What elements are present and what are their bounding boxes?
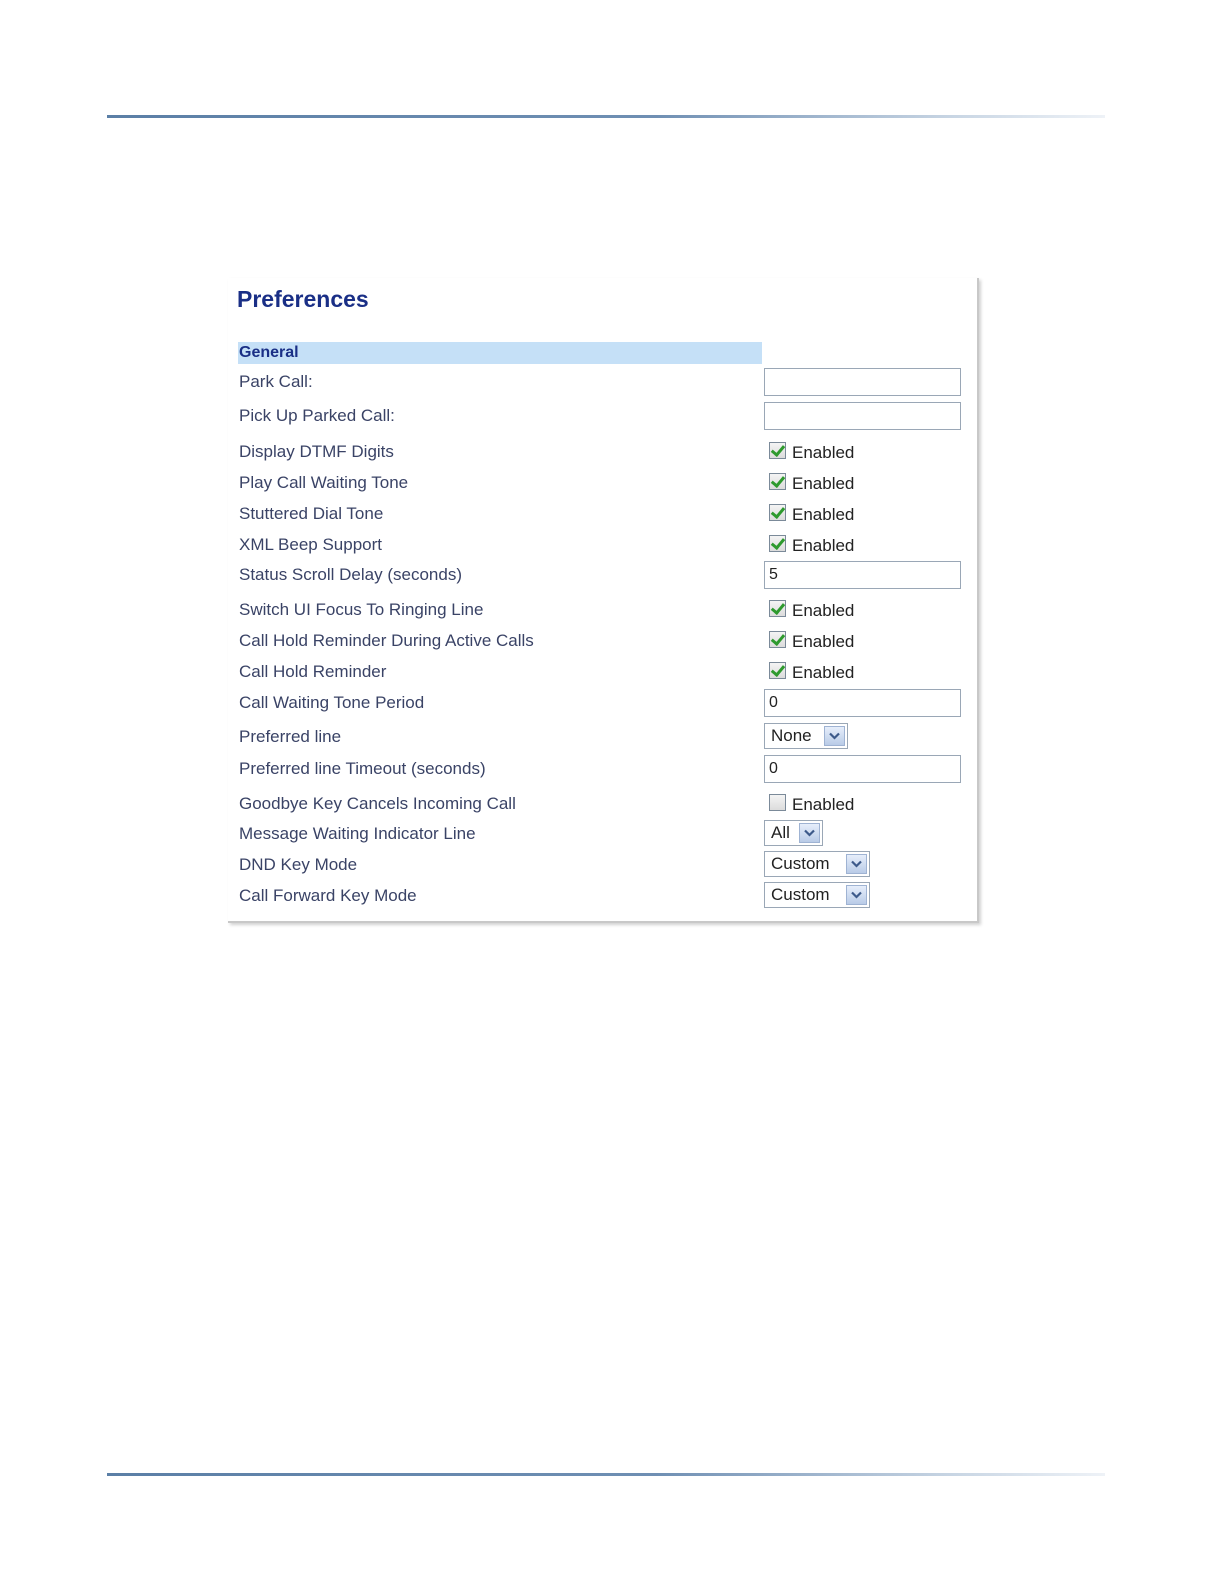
- row-switch-ui-focus: [228, 596, 977, 626]
- row-pick-up-parked-call: [228, 402, 977, 432]
- xml-beep-support-label: XML Beep Support: [239, 535, 383, 554]
- play-call-waiting-tone-option: Enabled: [792, 474, 855, 493]
- preferred-line-timeout-label: Preferred line Timeout (seconds): [239, 759, 486, 778]
- row-play-call-waiting-tone: [228, 469, 977, 499]
- chevron-down-icon[interactable]: [846, 885, 867, 905]
- goodbye-key-cancels-checkbox[interactable]: [769, 794, 786, 811]
- chevron-down-icon[interactable]: [846, 854, 867, 874]
- preferred-line-value: None: [771, 726, 812, 745]
- park-call-label: Park Call:: [239, 372, 313, 391]
- row-call-hold-reminder-active: [228, 627, 977, 657]
- xml-beep-support-toggle[interactable]: [769, 533, 854, 553]
- stuttered-dial-tone-checkbox[interactable]: [769, 504, 786, 521]
- pick-up-parked-call-input[interactable]: [764, 402, 961, 430]
- mwi-line-value: All: [771, 823, 790, 842]
- play-call-waiting-tone-checkbox[interactable]: [769, 473, 786, 490]
- switch-ui-focus-checkbox[interactable]: [769, 600, 786, 617]
- switch-ui-focus-label: Switch UI Focus To Ringing Line: [239, 600, 484, 619]
- row-status-scroll-delay: [228, 561, 977, 591]
- play-call-waiting-tone-toggle[interactable]: [769, 471, 854, 491]
- display-dtmf-digits-checkbox[interactable]: [769, 442, 786, 459]
- call-hold-reminder-active-label: Call Hold Reminder During Active Calls: [239, 631, 534, 650]
- preferred-line-timeout-input[interactable]: [764, 755, 961, 783]
- row-call-waiting-tone-period: [228, 689, 977, 719]
- row-mwi-line: [228, 820, 977, 850]
- dnd-key-mode-value: Custom: [771, 854, 830, 873]
- switch-ui-focus-toggle[interactable]: [769, 598, 854, 618]
- stuttered-dial-tone-label: Stuttered Dial Tone: [239, 504, 384, 523]
- row-call-forward-key-mode: [228, 882, 977, 912]
- call-hold-reminder-toggle[interactable]: [769, 660, 854, 680]
- row-dnd-key-mode: [228, 851, 977, 881]
- dnd-key-mode-select[interactable]: [764, 851, 870, 877]
- row-xml-beep-support: [228, 531, 977, 561]
- xml-beep-support-option: Enabled: [792, 536, 855, 555]
- call-forward-key-mode-label: Call Forward Key Mode: [239, 886, 417, 905]
- call-hold-reminder-active-toggle[interactable]: [769, 629, 854, 649]
- call-hold-reminder-option: Enabled: [792, 663, 855, 682]
- preferred-line-select[interactable]: [764, 723, 848, 749]
- mwi-line-label: Message Waiting Indicator Line: [239, 824, 476, 843]
- chevron-down-icon[interactable]: [824, 726, 845, 746]
- goodbye-key-cancels-toggle[interactable]: [769, 792, 854, 812]
- header-rule: [107, 115, 1105, 118]
- section-header-general: General: [238, 342, 762, 364]
- call-forward-key-mode-select[interactable]: [764, 882, 870, 908]
- status-scroll-delay-input[interactable]: [764, 561, 961, 589]
- display-dtmf-digits-toggle[interactable]: [769, 440, 854, 460]
- dnd-key-mode-label: DND Key Mode: [239, 855, 358, 874]
- goodbye-key-cancels-label: Goodbye Key Cancels Incoming Call: [239, 794, 516, 813]
- page-title: Preferences: [237, 286, 369, 312]
- row-preferred-line: [228, 723, 977, 753]
- row-park-call: [228, 368, 977, 398]
- play-call-waiting-tone-label: Play Call Waiting Tone: [239, 473, 409, 492]
- xml-beep-support-checkbox[interactable]: [769, 535, 786, 552]
- stuttered-dial-tone-toggle[interactable]: [769, 502, 854, 522]
- stuttered-dial-tone-option: Enabled: [792, 505, 855, 524]
- preferences-panel: [228, 278, 979, 923]
- call-hold-reminder-active-option: Enabled: [792, 632, 855, 651]
- footer-rule: [107, 1473, 1105, 1476]
- row-stuttered-dial-tone: [228, 500, 977, 530]
- switch-ui-focus-option: Enabled: [792, 601, 855, 620]
- call-waiting-tone-period-input[interactable]: [764, 689, 961, 717]
- mwi-line-select[interactable]: [764, 820, 823, 846]
- row-call-hold-reminder: [228, 658, 977, 688]
- status-scroll-delay-label: Status Scroll Delay (seconds): [239, 565, 462, 584]
- chevron-down-icon[interactable]: [799, 823, 820, 843]
- row-goodbye-key-cancels: [228, 790, 977, 820]
- call-forward-key-mode-value: Custom: [771, 885, 830, 904]
- call-waiting-tone-period-label: Call Waiting Tone Period: [239, 693, 425, 712]
- row-preferred-line-timeout: [228, 755, 977, 785]
- call-hold-reminder-label: Call Hold Reminder: [239, 662, 387, 681]
- park-call-input[interactable]: [764, 368, 961, 396]
- display-dtmf-digits-option: Enabled: [792, 443, 855, 462]
- display-dtmf-digits-label: Display DTMF Digits: [239, 442, 394, 461]
- call-hold-reminder-checkbox[interactable]: [769, 662, 786, 679]
- goodbye-key-cancels-option: Enabled: [792, 795, 855, 814]
- call-hold-reminder-active-checkbox[interactable]: [769, 631, 786, 648]
- preferred-line-label: Preferred line: [239, 727, 342, 746]
- row-display-dtmf-digits: [228, 438, 977, 468]
- pick-up-parked-call-label: Pick Up Parked Call:: [239, 406, 395, 425]
